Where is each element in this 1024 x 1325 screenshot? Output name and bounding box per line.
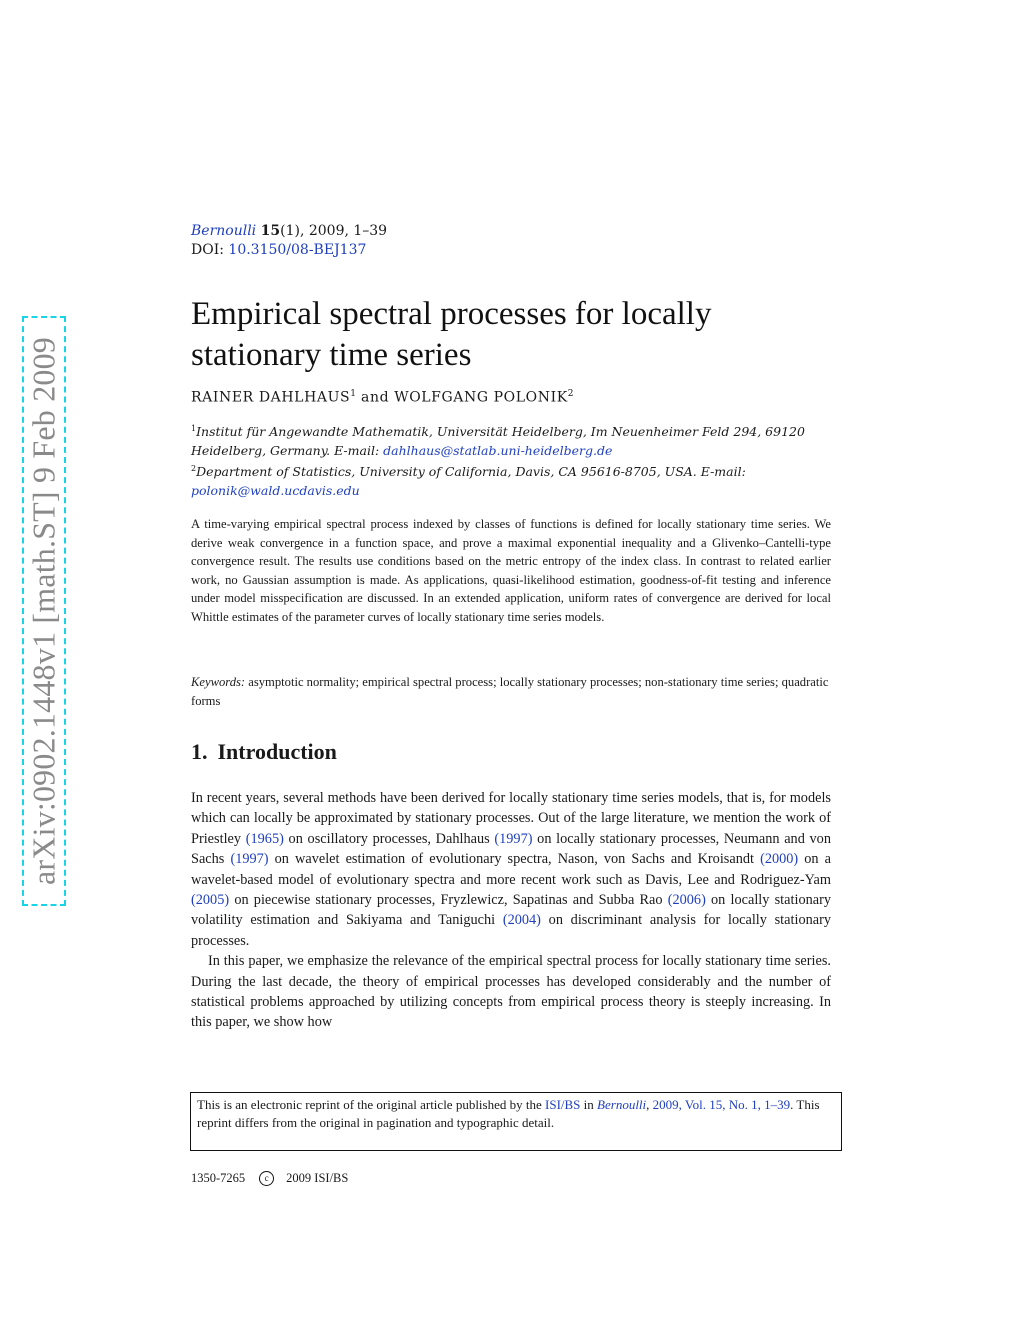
intro-text: on locally stationary volatility estimation and Sakiyama and Taniguchi (191, 892, 831, 929)
citation-link[interactable]: (1997) (230, 851, 269, 868)
section-heading (191, 739, 831, 765)
isi-bs-link[interactable]: ISI/BS (545, 1097, 581, 1112)
email-link-2[interactable]: polonik@wald.ucdavis.edu (191, 482, 360, 498)
reprint-notice (190, 1092, 842, 1151)
author-list (191, 389, 831, 406)
title-line-2: stationary time series (191, 337, 472, 373)
intro-text: on oscillatory processes, Dahlhaus (283, 830, 495, 847)
intro-paragraph-1 (191, 788, 831, 951)
affiliation-1-sup: 1 (191, 424, 197, 433)
reprint-text-pre: This is an electronic reprint of the original article published by the (197, 1097, 546, 1112)
keywords-text: asymptotic normality; empirical spectral process; locally stationary processes; non-stationary time series; quadratic forms (191, 675, 829, 708)
introduction-body (191, 788, 831, 1033)
citation-link[interactable]: (2006) (667, 892, 706, 909)
citation-link[interactable]: (2005) (191, 892, 230, 909)
email-link-1[interactable]: dahlhaus@statlab.uni-heidelberg.de (383, 442, 613, 458)
reprint-text-in: in (580, 1097, 598, 1112)
section-title: Introduction (217, 739, 337, 764)
reprint-text-post: . This reprint differs from the original in pagination and typographic detail. (197, 1097, 820, 1130)
intro-text: on wavelet estimation of evolutionary spectra, Nason, von Sachs and Kroisandt (268, 851, 761, 868)
paper-title (191, 294, 831, 376)
arxiv-stamp (22, 316, 66, 906)
intro-text: In recent years, several methods have been derived for locally stationary time series models, that is, for models which can locally be approximated by stationary processes. Out of the large literature, we mention the work of Priestley (191, 790, 831, 847)
intro-paragraph-2: In this paper, we emphasize the relevance of the empirical spectral process for locally stationary time series. During the last decade, the theory of empirical processes has developed considerably and the number of statistical problems approached by utilizing concepts from empirical process theory is steeply increasing. In this paper, we show how (191, 953, 831, 1031)
affiliations (191, 420, 831, 500)
arxiv-stamp-text: arXiv:0902.1448v1 [math.ST] 9 Feb 2009 (25, 337, 62, 885)
intro-text: on locally stationary processes, Neumann and von Sachs (191, 830, 831, 868)
author-and: and (361, 389, 390, 406)
intro-text: on piecewise stationary processes, Fryzlewicz, Sapatinas and Subba Rao (229, 892, 668, 909)
journal-name-link[interactable]: Bernoulli (191, 223, 257, 239)
journal-issue: (1), 2009, 1–39 (280, 223, 388, 239)
author-2-sup: 2 (567, 389, 574, 399)
copyright-footer (191, 1171, 348, 1186)
doi-link[interactable]: 10.3150/08-BEJ137 (228, 242, 367, 258)
citation-link[interactable]: (1965) (245, 830, 284, 847)
author-2: WOLFGANG POLONIK (394, 389, 568, 406)
section-number: 1. (191, 739, 208, 764)
abstract: A time-varying empirical spectral process indexed by classes of functions is defined for locally stationary time series. We derive weak convergence in a function space, and prove a maximal exponential inequality and a Glivenko–Cantelli-type convergence result. The results use conditions based on the metric entropy of the index class. In contrast to related earlier work, no Gaussian assumption is made. As applications, quasi-likelihood estimation, goodness-of-fit testing and inference under model misspecification are discussed. In an extended application, uniform rates of convergence are derived for local Whittle estimates of the parameter curves of locally stationary time series models. (191, 517, 831, 624)
author-1-sup: 1 (350, 389, 356, 399)
keywords-label: Keywords: (191, 675, 246, 689)
keywords (191, 673, 831, 710)
affiliation-2-sup: 2 (191, 464, 197, 474)
reprint-volume-link[interactable]: 2009, Vol. 15, No. 1, 1–39 (652, 1097, 791, 1112)
intro-text: on discriminant analysis for locally stationary processes. (191, 912, 831, 949)
copyright-icon: c (259, 1171, 274, 1186)
journal-volume: 15 (260, 223, 281, 239)
affiliation-1 (191, 420, 831, 460)
affiliation-2 (191, 460, 831, 500)
journal-header (191, 222, 831, 260)
citation-link[interactable]: (1997) (494, 830, 533, 847)
reprint-journal-link[interactable]: Bernoulli (597, 1097, 647, 1112)
author-1: RAINER DAHLHAUS (191, 389, 351, 406)
citation-link[interactable]: (2004) (502, 912, 541, 929)
intro-text: on a wavelet-based model of evolutionary spectra and more recent work such as Davis, Lee and Rodriguez-Yam (191, 851, 831, 888)
issn: 1350-7265 (191, 1171, 246, 1185)
affiliation-1-text: Institut für Angewandte Mathematik, Universität Heidelberg, Im Neuenheimer Feld 294, 69120 Heidelberg, Germany. E-mail: (191, 424, 805, 458)
title-line-1: Empirical spectral processes for locally (191, 296, 712, 332)
affiliation-2-text: Department of Statistics, University of California, Davis, CA 95616-8705, USA. E-mail: (196, 464, 746, 480)
doi-label: DOI: (191, 242, 224, 258)
citation-link[interactable]: (2000) (760, 851, 799, 868)
reprint-comma: , (646, 1097, 650, 1112)
copyright-holder: 2009 ISI/BS (286, 1171, 349, 1185)
